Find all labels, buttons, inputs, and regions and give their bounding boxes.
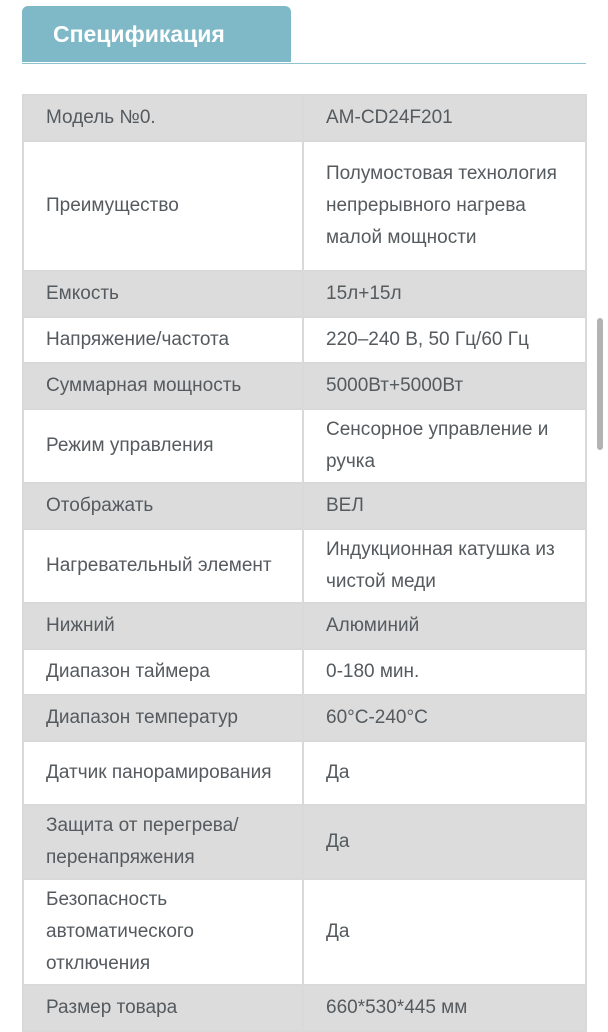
spec-label: Напряжение/частота: [23, 317, 303, 363]
spec-label: Размер товара: [23, 985, 303, 1031]
table-row: [23, 805, 586, 879]
spec-value: 0-180 мин.: [303, 649, 586, 695]
scrollbar[interactable]: [597, 318, 603, 450]
table-row: [23, 409, 586, 483]
spec-value: 660*530*445 мм: [303, 985, 586, 1031]
tab-specification[interactable]: Спецификация: [22, 6, 291, 62]
table-row: [23, 483, 586, 529]
table-row: [23, 695, 586, 741]
table-row: [23, 141, 586, 271]
spec-value: Полумостовая технология непрерывного нагрева малой мощности: [303, 141, 586, 271]
spec-label: Нижний: [23, 603, 303, 649]
spec-table: [22, 94, 587, 1032]
table-row: [23, 529, 586, 603]
spec-label: Суммарная мощность: [23, 363, 303, 409]
spec-value: 220–240 В, 50 Гц/60 Гц: [303, 317, 586, 363]
spec-value: Да: [303, 805, 586, 879]
table-row: [23, 649, 586, 695]
spec-label: Диапазон температур: [23, 695, 303, 741]
spec-value: Да: [303, 879, 586, 985]
spec-value: Индукционная катушка из чистой меди: [303, 529, 586, 603]
table-row: [23, 603, 586, 649]
spec-label: Емкость: [23, 271, 303, 317]
table-row: [23, 985, 586, 1031]
table-row: [23, 271, 586, 317]
tab-bar: [22, 6, 586, 64]
spec-label: Диапазон таймера: [23, 649, 303, 695]
spec-value: 5000Вт+5000Вт: [303, 363, 586, 409]
spec-value: Да: [303, 741, 586, 805]
spec-label: Нагревательный элемент: [23, 529, 303, 603]
table-row: [23, 879, 586, 985]
table-row: [23, 95, 586, 141]
spec-value: Алюминий: [303, 603, 586, 649]
spec-value: AM-CD24F201: [303, 95, 586, 141]
table-row: [23, 317, 586, 363]
spec-label: Модель №0.: [23, 95, 303, 141]
spec-label: Режим управления: [23, 409, 303, 483]
spec-label: Безопасность автоматического отключения: [23, 879, 303, 985]
spec-value: ВЕЛ: [303, 483, 586, 529]
spec-value: 60°C-240°C: [303, 695, 586, 741]
table-row: [23, 363, 586, 409]
table-row: [23, 741, 586, 805]
spec-label: Отображать: [23, 483, 303, 529]
spec-label: Защита от перегрева/ перенапряжения: [23, 805, 303, 879]
spec-value: Сенсорное управление и ручка: [303, 409, 586, 483]
spec-value: 15л+15л: [303, 271, 586, 317]
spec-label: Датчик панорамирования: [23, 741, 303, 805]
spec-label: Преимущество: [23, 141, 303, 271]
